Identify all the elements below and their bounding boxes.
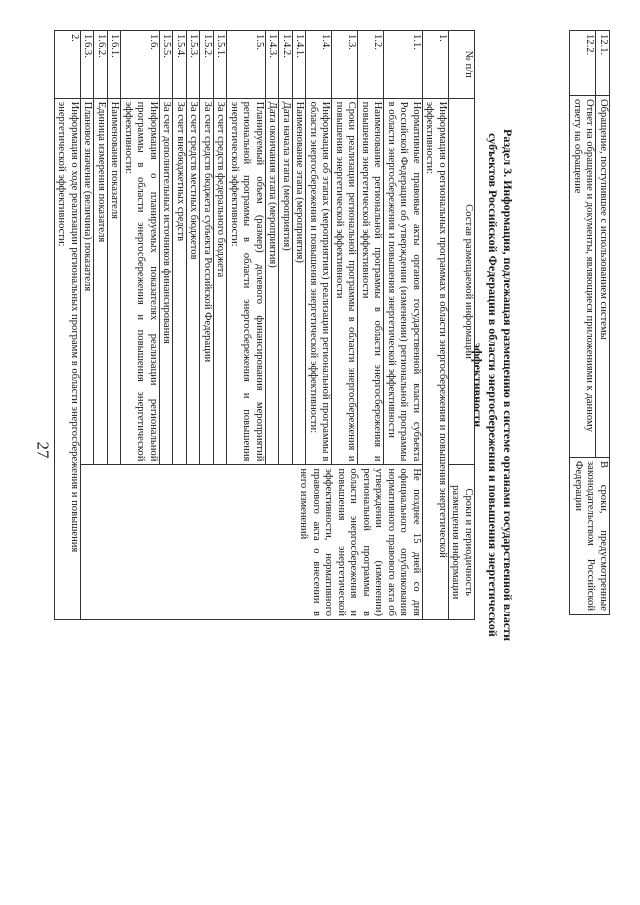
row-number: 1.5.3. xyxy=(187,31,201,99)
row-number: 1.3. xyxy=(332,31,358,99)
row-text: Нормативные правовые акты органов государственной власти субъекта Российской Федерации об утверждении (изменении) региональной программы в области энергосбережения и повышения энергетической эффективности xyxy=(384,98,423,465)
row-text: Планируемый объем (размер) долевого финансирования мероприятий региональной программы в области энергосбережения и повышения энергетической эффективности: xyxy=(227,98,266,465)
page-number: 27 xyxy=(33,441,53,459)
row-term: В сроки, предусмотренные законодательством Российской Федерации xyxy=(570,458,610,615)
row-number: 1.4.1. xyxy=(293,31,307,99)
row-number: 1.6.1. xyxy=(108,31,122,99)
row-text: За счет средств федерального бюджета xyxy=(214,98,228,465)
row-number: 1.5.5. xyxy=(160,31,174,99)
table-row xyxy=(55,31,81,620)
row-text: За счет внебюджетных средств xyxy=(173,98,187,465)
row-number: 2. xyxy=(55,31,81,99)
row-text: Информация о региональных программах в области энергосбережения и повышения энергетической эффективности: xyxy=(423,98,449,619)
row-text: Информация об этапах (мероприятиях) реализации региональной программы в области энергосбережения и повышения энергетической эффективности: xyxy=(306,98,332,465)
row-text: Единица измерения показателя xyxy=(94,98,108,465)
information-table xyxy=(54,30,475,620)
row-number: 1.5.4. xyxy=(173,31,187,99)
row-number: 1.5.1. xyxy=(214,31,228,99)
row-number: 1.5. xyxy=(227,31,266,99)
terms-cell: Не позднее 15 дней со дня официального опубликования нормативного правового акта об утверждении (изменении) региональной программы в области энергосбережения и повышения энергетической эффективности, нормативного правового акта о внесении в него изменений xyxy=(81,465,423,620)
row-number: 1.4. xyxy=(306,31,332,99)
row-text: Обращение, поступившее с использованием системы xyxy=(596,96,610,458)
row-text: Информация о ходе реализации региональных программ в области энергосбережения и повышения энергетической эффективности: xyxy=(55,98,81,619)
row-number: 1.6.3. xyxy=(81,31,95,99)
continuation-table xyxy=(570,30,611,615)
row-text: Сроки реализации региональной программы в области энергосбережения и повышения энергетической эффективности xyxy=(332,98,358,465)
row-text: Плановое значение (величина) показателя xyxy=(81,98,95,465)
row-number: 12.1. xyxy=(596,31,610,96)
row-number: 1.6. xyxy=(121,31,160,99)
row-number: 1.2. xyxy=(358,31,384,99)
row-text: Информация о планируемых показателях реализации региональной программы в области энергосбережения и повышения энергетической эффективности: xyxy=(121,98,160,465)
table-row xyxy=(384,31,423,620)
table-row xyxy=(423,31,449,620)
row-number: 1.5.2. xyxy=(200,31,214,99)
row-number: 1. xyxy=(423,31,449,99)
row-number: 1.4.3. xyxy=(266,31,280,99)
header-terms: Сроки и периодичность размещения информации xyxy=(449,465,475,620)
row-text: Ответ на обращение и документы, являющиеся приложениями к данному ответу на обращение xyxy=(570,96,596,458)
row-text: Дата начала этапа (мероприятия) xyxy=(279,98,293,465)
row-number: 1.4.2. xyxy=(279,31,293,99)
section-title: Раздел 3. Информация, подлежащая размещению в системе органами государственной власти субъектов Российской Федерации в области энергосбережения и повышения энергетической эффективности xyxy=(471,129,515,641)
row-text: За счет средств местных бюджетов xyxy=(187,98,201,465)
table-row xyxy=(596,31,610,615)
row-text: Дата окончания этапа (мероприятия) xyxy=(266,98,280,465)
row-number: 1.6.2. xyxy=(94,31,108,99)
row-text: Наименование региональной программы в области энергосбережения и повышения энергетической эффективности xyxy=(358,98,384,465)
header-number: № п/п xyxy=(449,31,475,99)
row-number: 1.1. xyxy=(384,31,423,99)
row-text: Наименование показателя xyxy=(108,98,122,465)
row-text: За счет средств бюджета субъекта Российской Федерации xyxy=(200,98,214,465)
row-number: 12.2. xyxy=(570,31,596,96)
row-text: За счет дополнительных источников финансирования xyxy=(160,98,174,465)
header-content: Состав размещаемой информации xyxy=(449,98,475,465)
table-header-row xyxy=(449,31,475,620)
row-text: Наименование этапа (мероприятия) xyxy=(293,98,307,465)
